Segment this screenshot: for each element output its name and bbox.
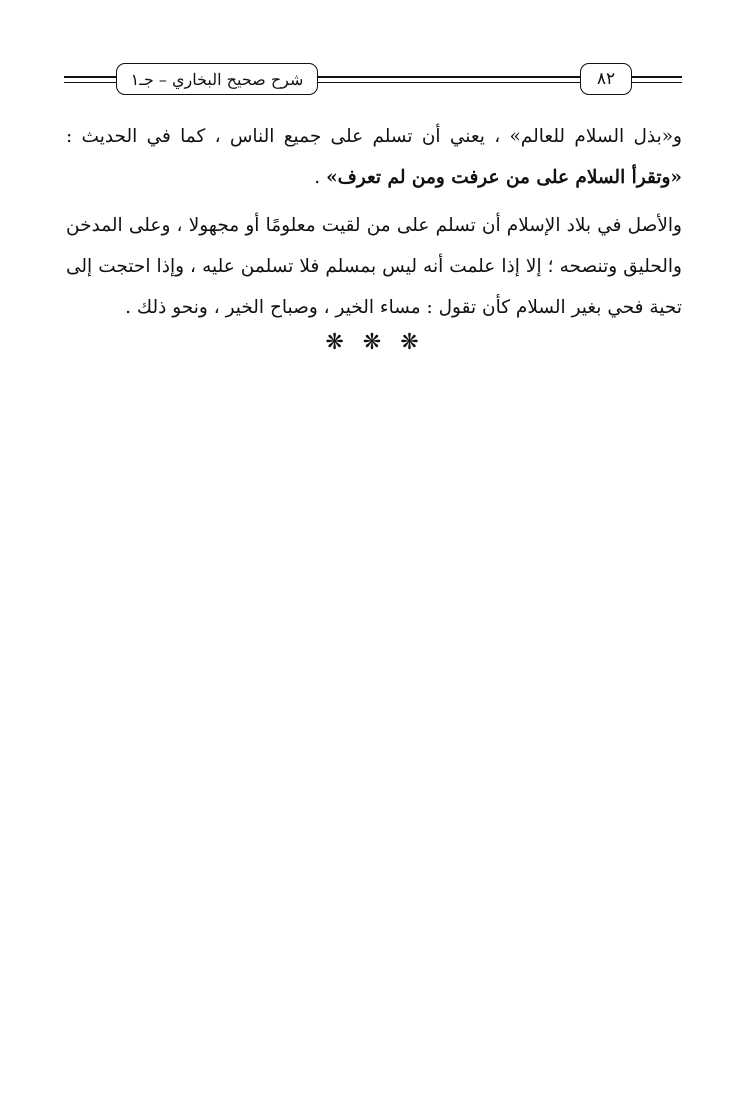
- paragraph-ruling: والأصل في بلاد الإسلام أن تسلم على من لقيت معلومًا أو مجهولا ، وعلى المدخن والحليق وتنصحه ؛ إلا إذا علمت أنه ليس بمسلم فلا تسلمن عليه ، وإذا احتجت إلى تحية فحي بغير السلام كأن تقول : مساء الخير ، وصباح الخير ، ونحو ذلك .: [66, 215, 682, 318]
- hadith-quote: «وتقرأ السلام على من عرفت ومن لم تعرف»: [326, 167, 682, 188]
- paragraph-hadith-text: و«بذل السلام للعالم» ، يعني أن تسلم على جميع الناس ، كما في الحديث :: [66, 126, 682, 147]
- section-separator: ❋ ❋ ❋: [325, 330, 425, 355]
- book-title: شرح صحيح البخاري – جـ١: [116, 63, 318, 95]
- paragraph-hadith-end: .: [314, 167, 327, 188]
- running-header: [64, 60, 682, 100]
- page-number: ٨٢: [580, 63, 632, 95]
- page-body: [66, 116, 682, 328]
- paragraph-hadith: [66, 116, 682, 198]
